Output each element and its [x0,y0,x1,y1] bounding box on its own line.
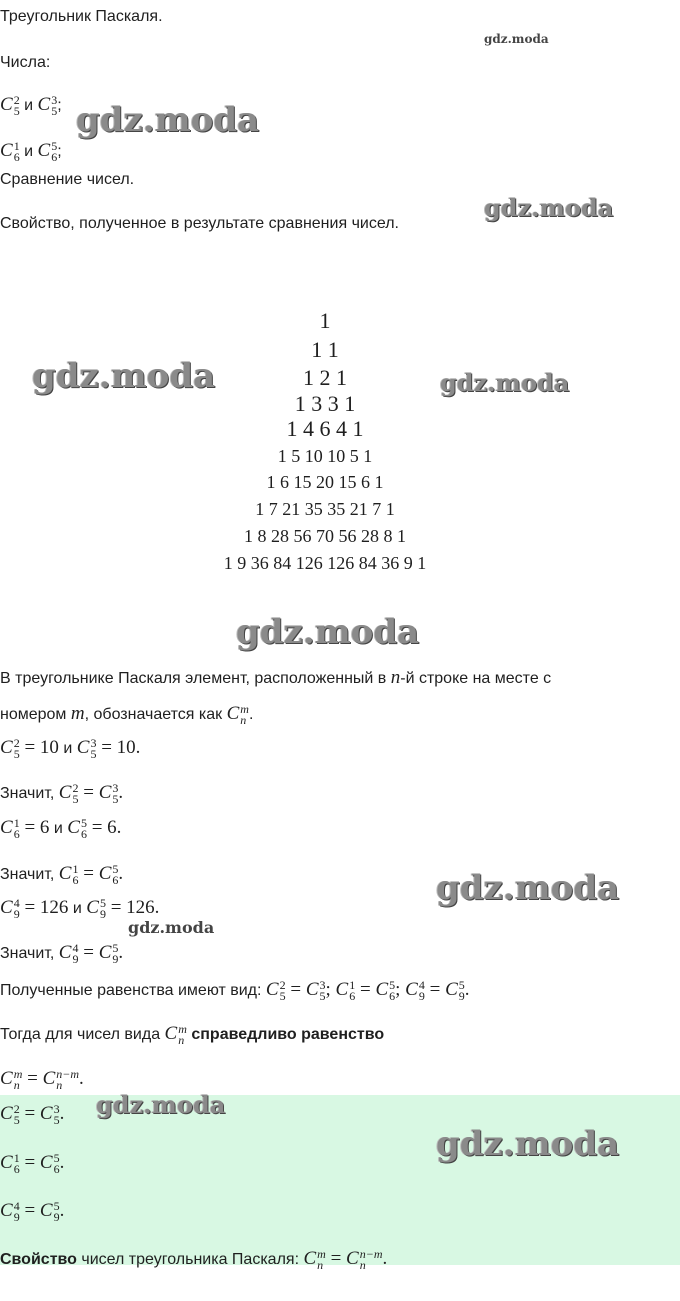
equation-c5: C 2 5 = 10 и C 3 5 = 10. [0,735,141,761]
conclusion-c5: Значит, C 2 5 = C 3 5 . [0,780,124,806]
comparison-label: Сравнение чисел. [0,171,135,188]
general-equality: C m n = C n−m n . [0,1066,84,1092]
answer-equality-1: C 2 5 = C 3 5 . [0,1101,65,1127]
watermark-logo: gdz.moda [484,193,614,222]
general-form-line: Тогда для чисел вида C m n справедливо равенство [0,1021,385,1047]
watermark-logo: gdz.moda [440,368,570,397]
triangle-row: 1 5 10 10 5 1 [277,446,373,466]
watermark-logo: gdz.moda [236,612,420,652]
watermark-logo: gdz.moda [76,100,260,140]
triangle-row: 1 6 15 20 15 6 1 [266,472,384,492]
property-label: Свойство, полученное в результате сравнения чисел. [0,215,399,232]
answer-block [0,1095,680,1265]
watermark-logo: gdz.moda [32,356,216,396]
triangle-row: 1 4 6 4 1 [286,416,364,441]
watermark-logo: gdz.moda [436,1124,620,1164]
numbers-line-1: C 2 5 и C 3 5 ; [0,92,62,118]
triangle-row: 1 3 3 1 [294,391,356,416]
watermark-logo: gdz.moda [96,1090,226,1119]
triangle-row: 1 9 36 84 126 126 84 36 9 1 [223,553,427,573]
page-title: Треугольник Паскаля. [0,8,163,25]
explanation-line-1: В треугольнике Паскаля элемент, расположенный в n-й строке на месте с [0,667,552,688]
watermark-logo: gdz.moda [128,918,215,937]
numbers-label: Числа: [0,54,51,71]
equation-c6: C 1 6 = 6 и C 5 6 = 6. [0,815,122,841]
answer-property: Свойство чисел треугольника Паскаля: C m n = C n−m n . [0,1246,388,1272]
results-line: Полученные равенства имеют вид: C 2 5 = C 3 5 ; C 1 6 = C 5 6 ; C 4 9 = C 5 9 . [0,977,470,1003]
triangle-row: 1 1 [311,337,339,362]
triangle-row: 1 7 21 35 35 21 7 1 [255,499,395,519]
conclusion-c6: Значит, C 1 6 = C 5 6 . [0,861,124,887]
numbers-line-2: C 1 6 и C 5 6 ; [0,138,62,164]
answer-equality-3: C 4 9 = C 5 9 . [0,1198,65,1224]
watermark-logo: gdz.moda [436,868,620,908]
explanation-line-2: номером m, обозначается как C m n . [0,701,254,727]
equation-c9: C 4 9 = 126 и C 5 9 = 126. [0,895,160,921]
triangle-row: 1 2 1 [303,365,347,390]
answer-equality-2: C 1 6 = C 5 6 . [0,1150,65,1176]
triangle-row: 1 8 28 56 70 56 28 8 1 [244,526,406,546]
watermark-logo: gdz.moda [484,32,549,46]
triangle-row: 1 [319,308,331,333]
conclusion-c9: Значит, C 4 9 = C 5 9 . [0,940,124,966]
